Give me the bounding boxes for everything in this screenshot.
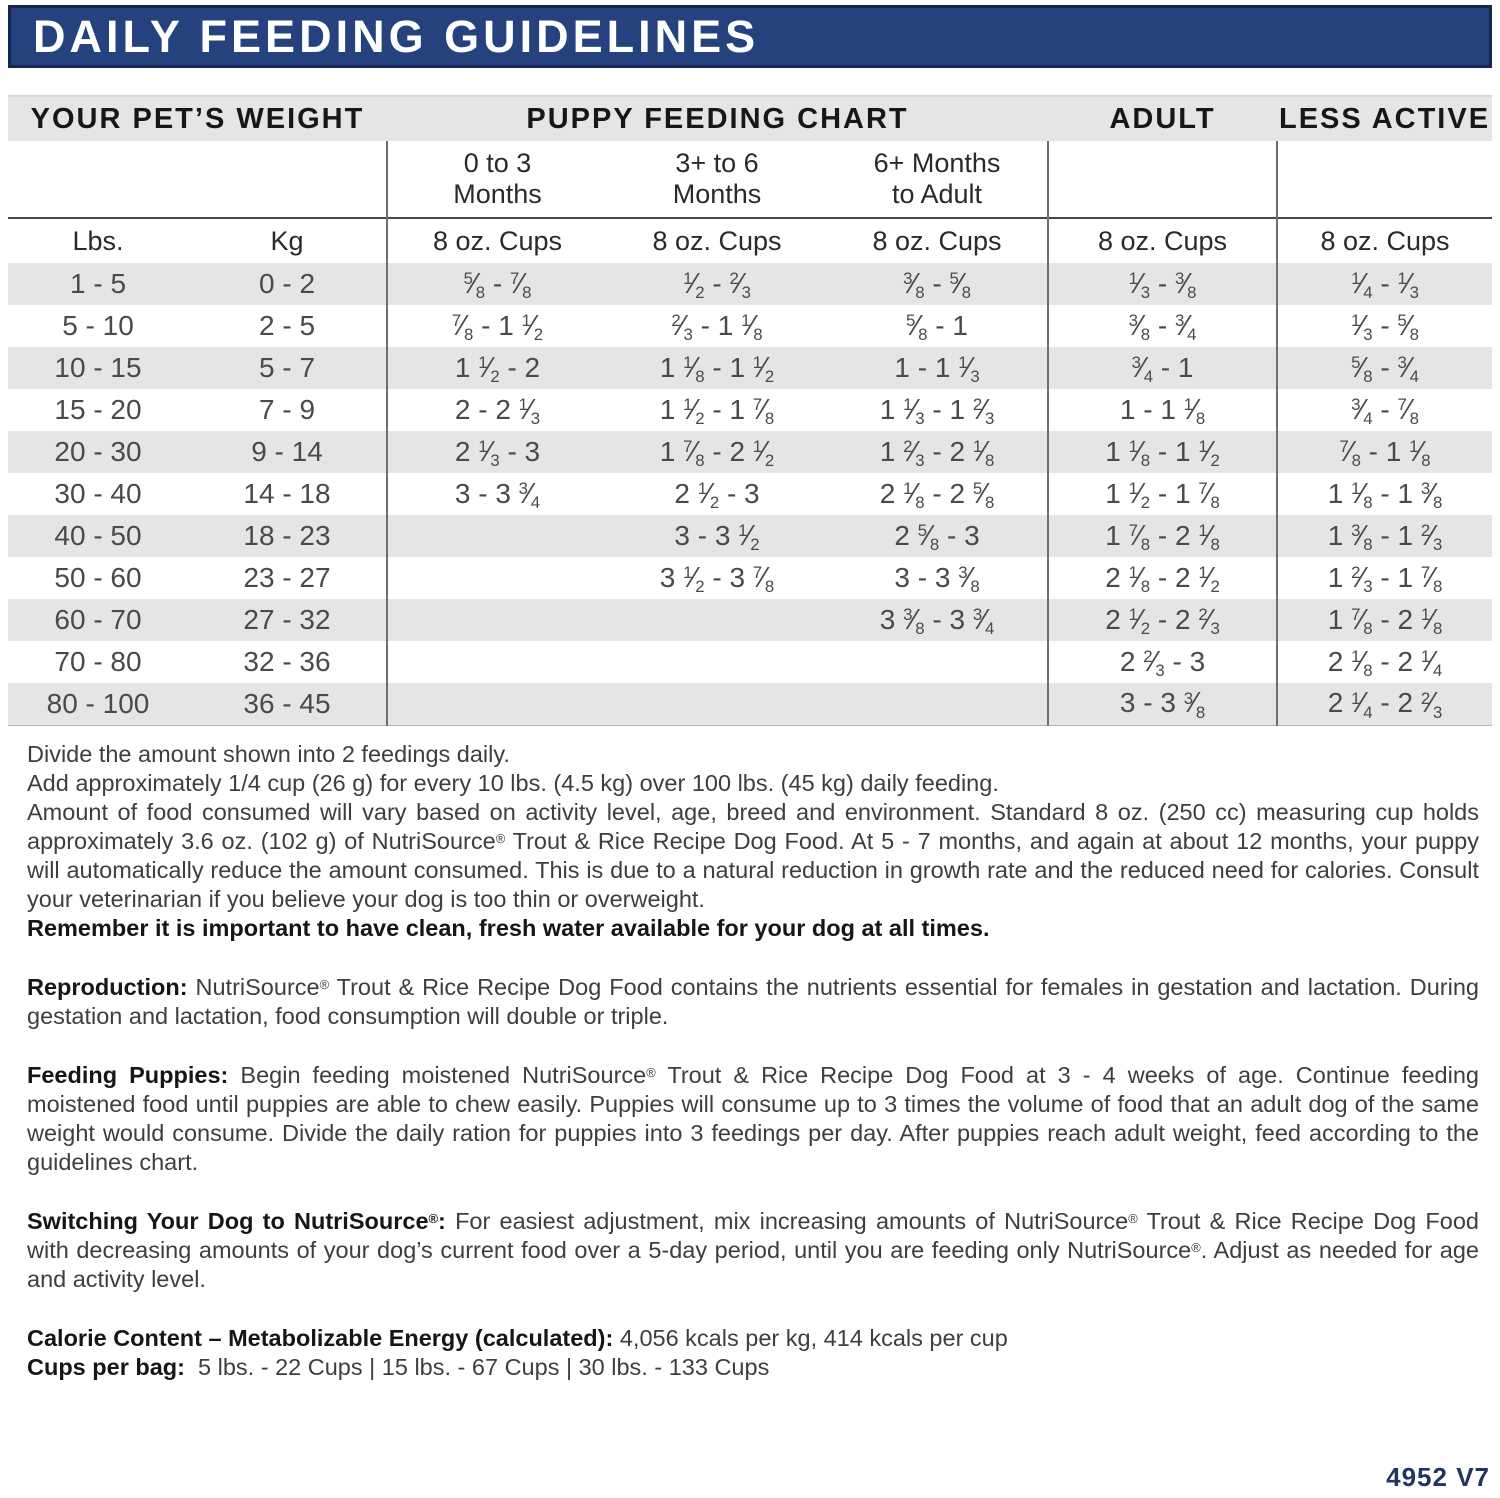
feeding-amount-cell: 36 - 45 [188,683,387,725]
feeding-amount-cell: 1 $^1⁄_2 - 1$ $^7⁄_8$ [1048,473,1277,515]
feeding-amount-cell: 23 - 27 [243,562,331,593]
feeding-amount-cell: $^1⁄_3$ - $^5⁄_8$ [1277,305,1492,347]
feeding-amount-cell: $^1⁄_2$ - $^2⁄_3$ [683,267,751,303]
feeding-amount-cell: 1 $^1⁄_2 - 2$ [387,347,607,389]
feeding-amount-cell: 1 $^7⁄_8 - 2$ $^1⁄_8$ [1048,515,1277,557]
feeding-amount-cell [387,557,607,599]
feeding-amount-cell: $^3⁄_8$ - $^3⁄_4$ [1048,305,1277,347]
age-column-3-6-months: 3+ to 6 Months [672,148,762,209]
feeding-amount-cell: 1 $^1⁄_3 - 1$ $^2⁄_3$ [879,393,995,429]
table-row [8,641,1492,683]
feeding-amount-cell: 40 - 50 [54,520,142,551]
table-row [8,305,1492,347]
calorie-content-value: 4,056 kcals per kg, 414 kcals per cup [619,1325,1008,1351]
feeding-amount-cell: 1 $^1⁄_8 - 1$ $^1⁄_2$ [1048,431,1277,473]
feeding-amount-cell: 3 - 3 $^3⁄_4$ [387,473,607,515]
feeding-amount-cell: 3 - 3 $^3⁄_8$ [894,561,980,597]
feeding-table [8,95,1492,726]
section-adult: ADULT [1048,96,1277,141]
section-feeding-puppies-lead: Feeding Puppies: [27,1062,229,1088]
feeding-amount-cell: 30 - 40 [54,478,142,509]
age-range-header-row [8,141,1492,218]
section-reproduction-lead: Reproduction: [27,974,188,1000]
feeding-amount-cell [387,641,607,683]
feeding-amount-cell: 15 - 20 [54,394,142,425]
note-divide: Divide the amount shown into 2 feedings daily. [27,741,510,767]
table-row [8,263,1492,305]
feeding-amount-cell: 14 - 18 [243,478,331,509]
feeding-amount-cell: 1 $^3⁄_8 - 1$ $^2⁄_3$ [1277,515,1492,557]
feeding-amount-cell: $^2⁄_3 - 1$ $^1⁄_8$ [671,309,763,345]
unit-cups-adult: 8 oz. Cups [1048,218,1277,263]
feeding-amount-cell: 1 - 5 [69,268,127,299]
feeding-amount-cell: 3 - 3 $^3⁄_8$ [1048,683,1277,725]
cups-per-bag-value: 5 lbs. - 22 Cups | 15 lbs. - 67 Cups | 30 lbs. - 133 Cups [198,1354,770,1380]
feeding-amount-cell [387,599,607,641]
section-reproduction [27,973,1479,1031]
section-switching [27,1207,1479,1294]
feeding-amount-cell: 2 - 2 $^1⁄_3$ [387,389,607,431]
unit-lbs: Lbs. [8,218,188,263]
feeding-amount-cell [607,641,827,683]
feeding-amount-cell: 7 - 9 [258,394,316,425]
feeding-amount-cell: 2 $^2⁄_3 - 3$ [1048,641,1277,683]
section-switching-text: For easiest adjustment, mix increasing amounts of NutriSource® Trout & Rice Recipe Dog Food with decreasing amounts of your dog’s current food over a 5-day period, until you are feeding only NutriSource®. Adjust as needed for age and activity level. [27,1208,1480,1292]
feeding-amount-cell: 2 $^1⁄_2 - 2$ $^2⁄_3$ [1048,599,1277,641]
feeding-amount-cell: 1 $^2⁄_3 - 1$ $^7⁄_8$ [1277,557,1492,599]
feeding-amount-cell: 2 $^1⁄_4 - 2$ $^2⁄_3$ [1277,683,1492,725]
feeding-amount-cell: 1 $^7⁄_8 - 2$ $^1⁄_8$ [1277,599,1492,641]
age-column-spacer [8,141,387,218]
feeding-amount-cell: 27 - 32 [243,604,331,635]
section-your-pets-weight: YOUR PET’S WEIGHT [8,96,387,141]
feeding-amount-cell: $^3⁄_4$ - $^7⁄_8$ [1277,389,1492,431]
feeding-amount-cell: 9 - 14 [251,436,323,467]
feeding-table-body [8,263,1492,725]
unit-kg: Kg [188,218,387,263]
table-row [8,473,1492,515]
unit-cups-0-3: 8 oz. Cups [387,218,607,263]
note-body: Amount of food consumed will vary based on activity level, age, breed and environment. Standard 8 oz. (250 cc) measuring cup holds approximately 3.6 oz. (102 g) of NutriSource® Trout & Rice Recipe Dog Food. At 5 - 7 months, and again at about 12 months, your puppy will automatically reduce the amount consumed. This is due to a natural reduction in growth rate and the reduced need for calories. Consult your veterinarian if you believe your dog is too thin or overweight. [27,799,1479,912]
table-row [8,599,1492,641]
feeding-amount-cell [387,683,607,725]
table-row [8,389,1492,431]
feeding-amount-cell: 1 $^1⁄_8 - 1$ $^3⁄_8$ [1277,473,1492,515]
feeding-amount-cell: 70 - 80 [54,646,142,677]
note-water-reminder: Remember it is important to have clean, fresh water available for your dog at all times. [27,915,990,941]
page-title: DAILY FEEDING GUIDELINES [33,10,760,62]
feeding-amount-cell [387,515,607,557]
age-column-0-3-months: 0 to 3 Months [387,141,607,218]
feeding-amount-cell: $^5⁄_8 - 1$ [906,309,968,345]
footer-code: 4952 V7 [1386,1462,1490,1492]
table-section-header-row [8,96,1492,141]
feeding-amount-cell: 60 - 70 [54,604,142,635]
section-puppy-feeding-chart: PUPPY FEEDING CHART [387,96,1048,141]
feeding-amount-cell: 2 $^1⁄_8 - 2$ $^5⁄_8$ [879,477,995,513]
feeding-amount-cell: 1 $^1⁄_2 - 1$ $^7⁄_8$ [659,393,775,429]
feeding-amount-cell: 3 - 3 $^1⁄_2$ [674,519,760,555]
feeding-amount-cell: 2 $^5⁄_8 - 3$ [894,519,980,555]
feeding-notes [27,740,1479,1382]
adult-column-spacer [1048,141,1277,218]
feeding-amount-cell: 80 - 100 [8,683,188,725]
age-column-6-months-adult: 6+ Months to Adult [873,148,1001,209]
feeding-amount-cell: 2 $^1⁄_3 - 3$ [387,431,607,473]
section-less-active: LESS ACTIVE [1277,96,1492,141]
feeding-amount-cell [827,641,1048,683]
feeding-amount-cell: 18 - 23 [243,520,331,551]
feeding-amount-cell: 2 $^1⁄_8 - 2$ $^1⁄_2$ [1048,557,1277,599]
section-switching-lead: Switching Your Dog to NutriSource®: [27,1208,446,1234]
feeding-amount-cell: 1 - 1 $^1⁄_8$ [1048,389,1277,431]
feeding-amount-cell: $^1⁄_4$ - $^1⁄_3$ [1277,263,1492,305]
feeding-amount-cell: 2 $^1⁄_2 - 3$ [674,477,760,513]
feeding-amount-cell: 32 - 36 [243,646,331,677]
unit-cups-less-active: 8 oz. Cups [1277,218,1492,263]
feeding-amount-cell: 1 $^7⁄_8 - 2$ $^1⁄_2$ [659,435,775,471]
less-active-column-spacer [1277,141,1492,218]
cups-per-bag-line [27,1353,1479,1382]
feeding-amount-cell: 10 - 15 [54,352,142,383]
unit-cups-3-6: 8 oz. Cups [607,218,827,263]
table-row [8,557,1492,599]
feeding-amount-cell: 1 - 1 $^1⁄_3$ [894,351,980,387]
table-row [8,515,1492,557]
table-row [8,431,1492,473]
title-bar [8,5,1492,68]
feeding-amount-cell: $^5⁄_8$ - $^3⁄_4$ [1277,347,1492,389]
section-feeding-puppies-text: Begin feeding moistened NutriSource® Trout & Rice Recipe Dog Food at 3 - 4 weeks of age. Continue feeding moistened food until puppies are able to chew easily. Puppies will consume up to 3 times the volume of food that an adult dog of the same weight would consume. Divide the daily ration for puppies into 3 feedings per day. After puppies reach adult weight, feed according to the guidelines chart. [27,1062,1479,1175]
feeding-amount-cell: 2 $^1⁄_8 - 2$ $^1⁄_4$ [1277,641,1492,683]
feeding-amount-cell: $^7⁄_8 - 1$ $^1⁄_2$ [387,305,607,347]
feeding-amount-cell: 20 - 30 [54,436,142,467]
feeding-amount-cell: 1 $^2⁄_3 - 2$ $^1⁄_8$ [879,435,995,471]
calorie-content-line [27,1324,1479,1353]
table-row [8,683,1492,725]
feeding-amount-cell: $^3⁄_4 - 1$ [1048,347,1277,389]
feeding-amount-cell: 50 - 60 [54,562,142,593]
feeding-amount-cell: 5 - 10 [62,310,134,341]
note-add: Add approximately 1/4 cup (26 g) for every 10 lbs. (4.5 kg) over 100 lbs. (45 kg) daily feeding. [27,770,999,796]
units-header-row [8,218,1492,263]
feeding-amount-cell: $^7⁄_8 - 1$ $^1⁄_8$ [1277,431,1492,473]
cups-per-bag-lead: Cups per bag: [27,1354,185,1380]
feeding-amount-cell [607,683,827,725]
feeding-amount-cell [607,599,827,641]
feeding-table-wrap [8,95,1492,726]
calorie-content-lead: Calorie Content – Metabolizable Energy (calculated): [27,1325,614,1351]
unit-cups-6-adult: 8 oz. Cups [827,218,1048,263]
feeding-amount-cell [827,683,1048,725]
feeding-amount-cell: $^5⁄_8$ - $^7⁄_8$ [387,263,607,305]
feeding-amount-cell: 3 $^1⁄_2 - 3$ $^7⁄_8$ [659,561,775,597]
feeding-amount-cell: 0 - 2 [258,268,316,299]
feeding-amount-cell: $^1⁄_3$ - $^3⁄_8$ [1048,263,1277,305]
feeding-amount-cell: $^3⁄_8$ - $^5⁄_8$ [903,267,971,303]
section-feeding-puppies [27,1061,1479,1177]
feeding-amount-cell: 2 - 5 [258,310,316,341]
feeding-amount-cell: 1 $^1⁄_8 - 1$ $^1⁄_2$ [659,351,775,387]
feeding-amount-cell: 3 $^3⁄_8 - 3$ $^3⁄_4$ [879,603,995,639]
feeding-amount-cell: 5 - 7 [258,352,316,383]
section-reproduction-text: NutriSource® Trout & Rice Recipe Dog Food contains the nutrients essential for females in gestation and lactation. During gestation and lactation, food consumption will double or triple. [27,974,1479,1029]
table-row [8,347,1492,389]
